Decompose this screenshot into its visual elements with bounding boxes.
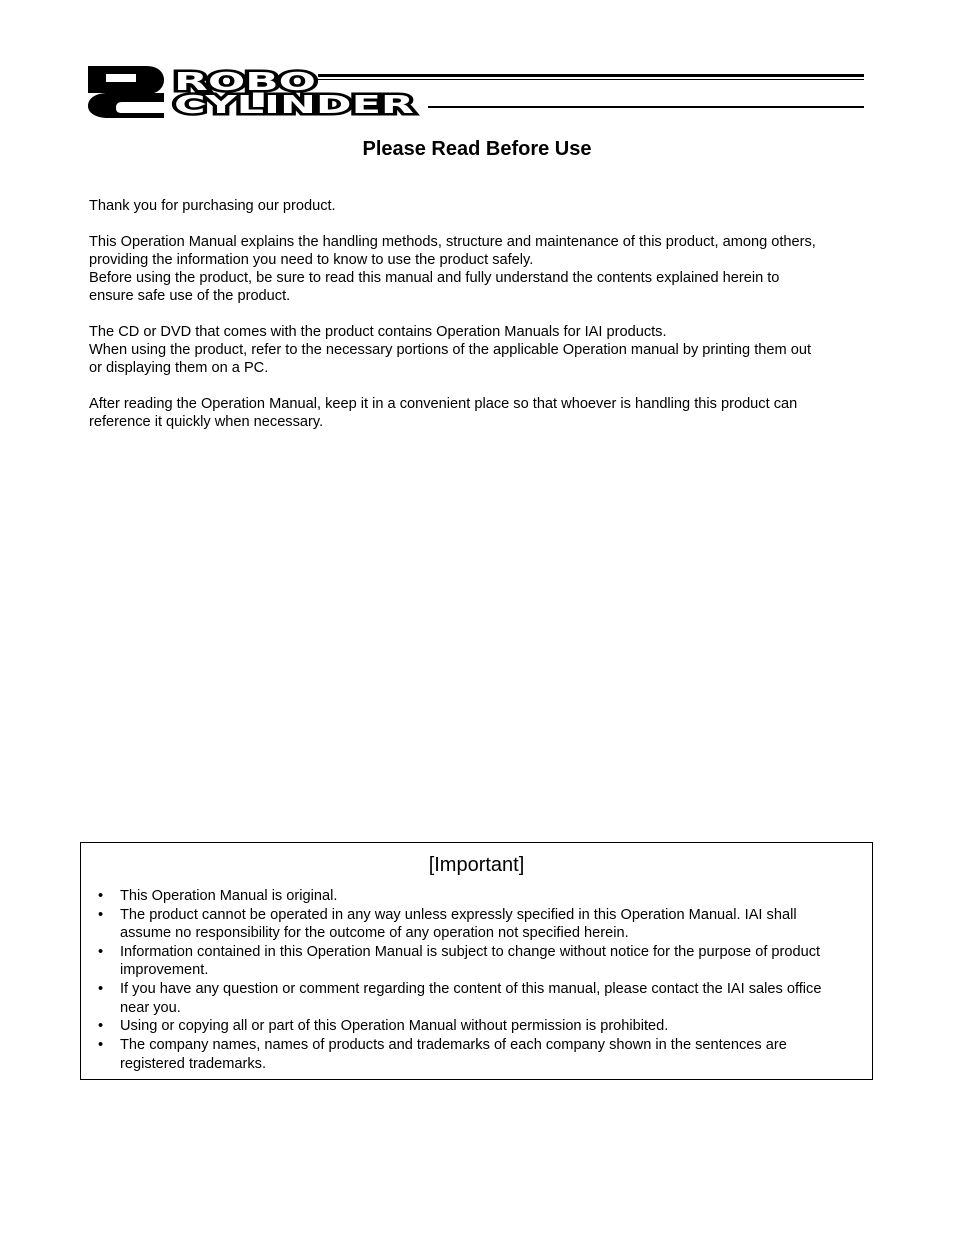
bullet-icon: • [98,888,104,904]
header-rule-bottom [428,106,864,108]
text-line: assume no responsibility for the outcome of any operation not specified herein. [120,925,629,942]
text-line: registered trademarks. [120,1055,266,1072]
text-line: This Operation Manual is original. [120,888,338,904]
list-item [98,887,864,905]
text-line: When using the product, refer to the necessary portions of the applicable Operation manual by printing them out [89,342,811,358]
important-list [81,887,872,1073]
important-notice-box [80,842,873,1080]
list-item [98,1017,864,1035]
intro-paragraph-1 [89,197,874,215]
text-line: Information contained in this Operation Manual is subject to change without notice for the purpose of product [120,944,821,961]
intro-paragraph-2 [89,233,874,305]
text-line: The company names, names of products and trademarks of each company shown in the sentences are [120,1037,787,1054]
bullet-icon: • [98,906,104,923]
text-line: improvement. [120,962,209,979]
text-line: ensure safe use of the product. [89,288,291,304]
bullet-icon: • [98,981,104,998]
text-line: Before using the product, be sure to read this manual and fully understand the contents explained herein to [89,270,780,286]
text-line: near you. [120,999,181,1016]
text-line: This Operation Manual explains the handling methods, structure and maintenance of this product, among others, [89,234,816,250]
text-line: providing the information you need to know to use the product safely. [89,252,534,268]
list-item [98,1036,864,1073]
intro-paragraph-4 [89,395,874,431]
text-line: reference it quickly when necessary. [89,414,324,430]
robo-cylinder-logo [88,66,868,120]
bullet-icon: • [98,1018,104,1035]
list-item [98,943,864,980]
bullet-icon: • [98,944,104,961]
text-line: After reading the Operation Manual, keep it in a convenient place so that whoever is handling this product can [89,396,798,412]
rc-monogram [88,66,164,118]
list-item [98,906,864,943]
header-rule-top-thin [318,79,864,80]
logo-robo-text: ROBO [174,67,316,96]
logo-cylinder-text: CYLINDER [174,90,414,119]
intro-text [89,197,874,449]
text-line: Thank you for purchasing our product. [89,198,336,214]
text-line: or displaying them on a PC. [89,360,269,376]
header-rule-top [318,74,864,77]
bullet-icon: • [98,1037,104,1054]
text-line: The CD or DVD that comes with the product contains Operation Manuals for IAI products. [89,324,667,340]
list-item [98,980,864,1017]
text-line: The product cannot be operated in any way unless expressly specified in this Operation Manual. IAI shall [120,906,797,923]
intro-paragraph-3 [89,323,874,377]
text-line: If you have any question or comment regarding the content of this manual, please contact the IAI sales office [120,981,822,998]
page-title: Please Read Before Use [362,138,592,160]
important-title: [Important] [428,854,525,876]
text-line: Using or copying all or part of this Operation Manual without permission is prohibited. [120,1018,669,1035]
